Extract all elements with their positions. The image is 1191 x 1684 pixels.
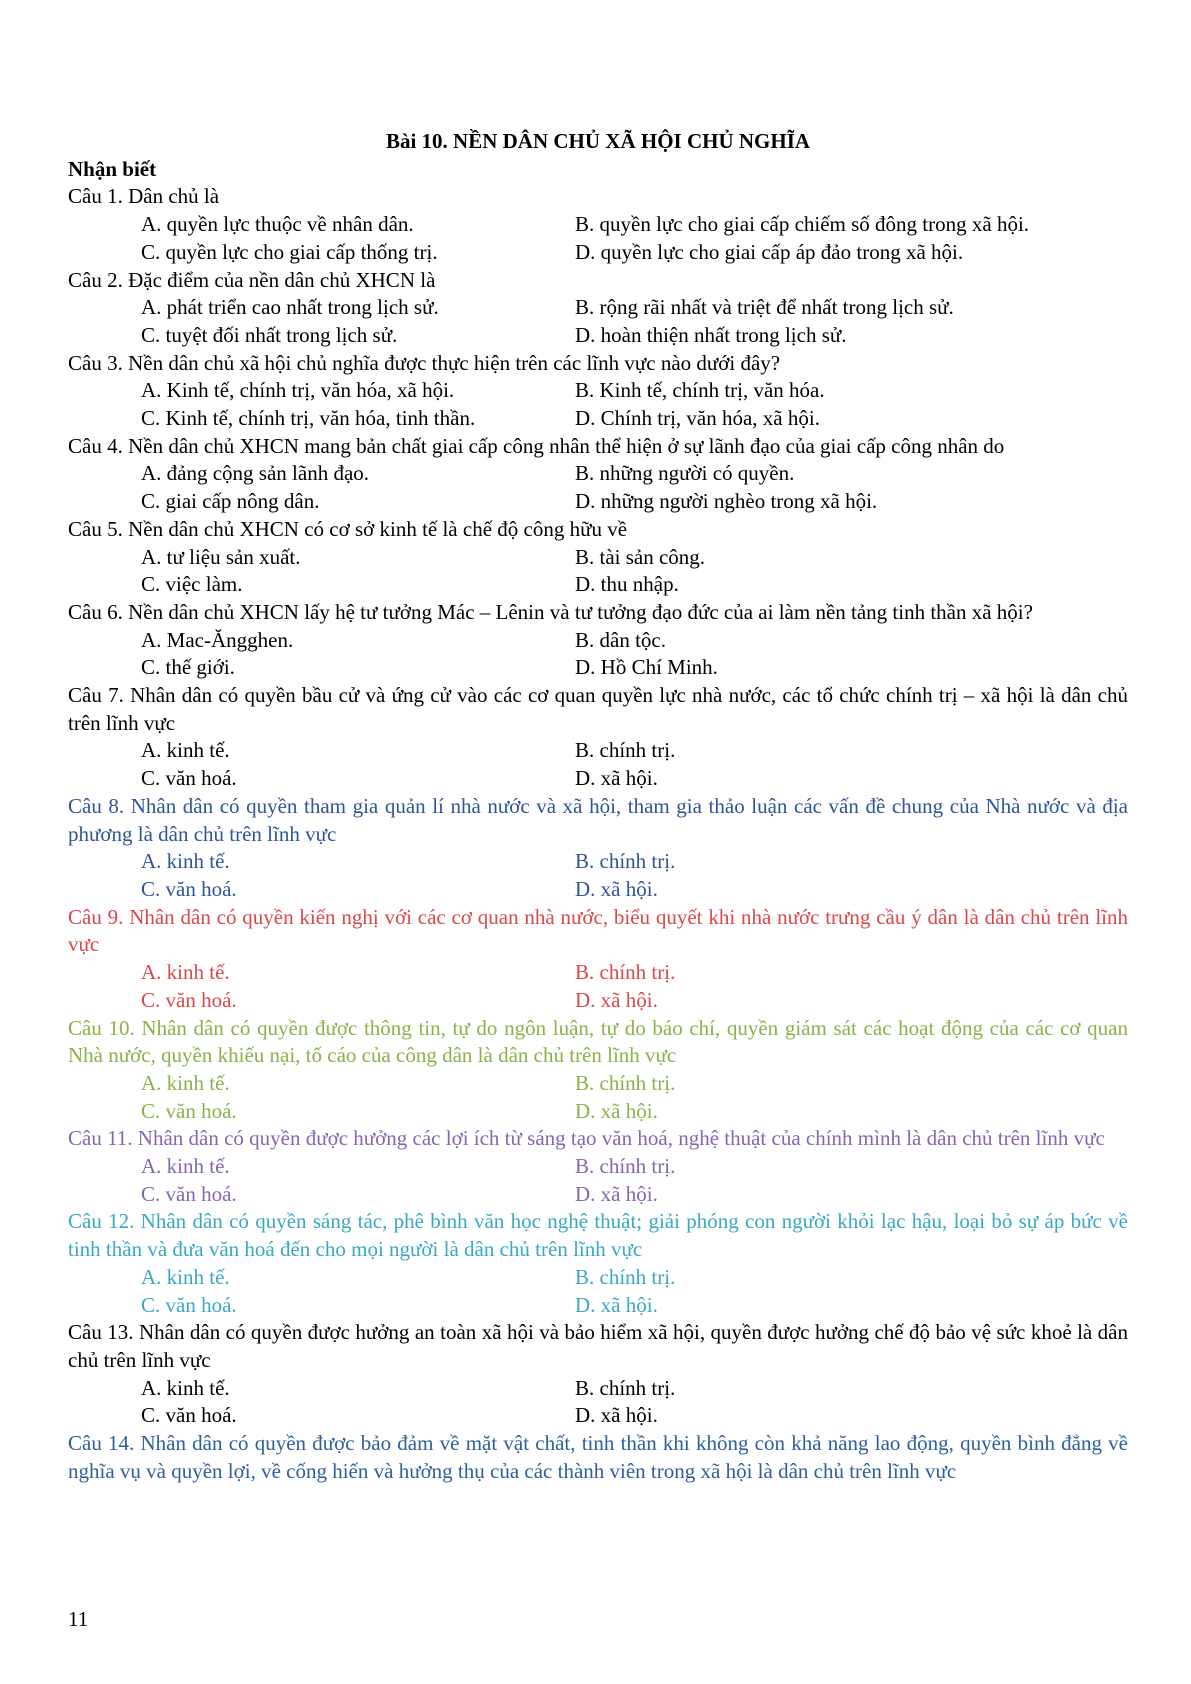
page-title: Bài 10. NỀN DÂN CHỦ XÃ HỘI CHỦ NGHĨA bbox=[385, 129, 811, 153]
question-stem: Câu 2. Đặc điểm của nền dân chủ XHCN là bbox=[68, 267, 436, 292]
question-block bbox=[68, 350, 1128, 433]
option-b: B. tài sản công. bbox=[575, 544, 706, 569]
question-block bbox=[68, 183, 1128, 266]
option-a: A. kinh tế. bbox=[141, 1375, 230, 1400]
question-block bbox=[68, 793, 1128, 904]
option-b: B. Kinh tế, chính trị, văn hóa. bbox=[575, 378, 825, 403]
option-d: D. những người nghèo trong xã hội. bbox=[575, 489, 878, 514]
option-b: B. dân tộc. bbox=[575, 627, 666, 652]
option-a: A. quyền lực thuộc về nhân dân. bbox=[141, 212, 414, 237]
question-block bbox=[68, 682, 1128, 793]
option-b: B. chính trị. bbox=[575, 1375, 676, 1400]
answer-options bbox=[68, 1264, 1128, 1319]
option-d: D. xã hội. bbox=[575, 1403, 658, 1428]
option-c: C. văn hoá. bbox=[141, 766, 237, 791]
option-b: B. chính trị. bbox=[575, 960, 676, 985]
question-stem: Câu 1. Dân chủ là bbox=[68, 184, 220, 209]
answer-options bbox=[68, 627, 1128, 682]
answer-options bbox=[68, 1375, 1128, 1430]
option-a: A. phát triển cao nhất trong lịch sử. bbox=[141, 295, 439, 320]
answer-options bbox=[68, 959, 1128, 1014]
question-block bbox=[68, 267, 1128, 350]
question-stem: Câu 10. Nhân dân có quyền được thông tin, tự do ngôn luận, tự do báo chí, quyền giám sát các hoạt động của các cơ quan Nhà nước, quyền khiếu nại, tố cáo của công dân là dân chủ trên lĩnh vực bbox=[68, 1015, 1128, 1068]
option-d: D. Chính trị, văn hóa, xã hội. bbox=[575, 406, 820, 431]
option-d: D. thu nhập. bbox=[575, 572, 679, 597]
answer-options bbox=[68, 848, 1128, 903]
option-d: D. xã hội. bbox=[575, 1292, 658, 1317]
question-list bbox=[68, 183, 1128, 1430]
question-stem: Câu 6. Nền dân chủ XHCN lấy hệ tư tưởng Mác – Lênin và tư tưởng đạo đức của ai làm nền tảng tinh thần xã hội? bbox=[68, 599, 1033, 624]
question-stem: Câu 7. Nhân dân có quyền bầu cử và ứng cử vào các cơ quan quyền lực nhà nước, các tổ chức chính trị – xã hội là dân chủ trên lĩnh vực bbox=[68, 683, 1128, 735]
option-c: C. văn hoá. bbox=[141, 1098, 237, 1123]
option-c: C. việc làm. bbox=[141, 572, 243, 597]
option-d: D. hoàn thiện nhất trong lịch sử. bbox=[575, 322, 847, 347]
option-c: C. Kinh tế, chính trị, văn hóa, tinh thần. bbox=[141, 406, 476, 431]
option-c: C. văn hoá. bbox=[141, 987, 237, 1012]
question-stem: Câu 12. Nhân dân có quyền sáng tác, phê bình văn học nghệ thuật; giải phóng con người khỏi lạc hậu, loại bỏ sự áp bức về tinh thần và đưa văn hoá đến cho mọi người là dân chủ trên lĩnh vực bbox=[68, 1209, 1128, 1262]
option-d: D. quyền lực cho giai cấp áp đảo trong xã hội. bbox=[575, 239, 964, 264]
answer-options bbox=[68, 544, 1128, 599]
option-d: D. xã hội. bbox=[575, 1098, 658, 1123]
option-a: A. Kinh tế, chính trị, văn hóa, xã hội. bbox=[141, 378, 455, 403]
question-stem: Câu 5. Nền dân chủ XHCN có cơ sở kinh tế là chế độ công hữu về bbox=[68, 516, 628, 541]
answer-options bbox=[68, 377, 1128, 432]
option-d: D. xã hội. bbox=[575, 987, 658, 1012]
answer-options bbox=[68, 1153, 1128, 1208]
option-c: C. quyền lực cho giai cấp thống trị. bbox=[141, 239, 438, 264]
option-b: B. chính trị. bbox=[575, 1264, 676, 1289]
option-a: A. kinh tế. bbox=[141, 1264, 230, 1289]
option-a: A. tư liệu sản xuất. bbox=[141, 544, 301, 569]
option-b: B. chính trị. bbox=[575, 738, 676, 763]
answer-options bbox=[68, 1070, 1128, 1125]
option-b: B. chính trị. bbox=[575, 849, 676, 874]
question-block bbox=[68, 599, 1128, 682]
option-d: D. Hồ Chí Minh. bbox=[575, 655, 718, 680]
question-block bbox=[68, 1125, 1128, 1208]
option-a: A. đảng cộng sản lãnh đạo. bbox=[141, 461, 370, 486]
option-c: C. giai cấp nông dân. bbox=[141, 489, 320, 514]
question-stem: Câu 3. Nền dân chủ xã hội chủ nghĩa được thực hiện trên các lĩnh vực nào dưới đây? bbox=[68, 350, 781, 375]
section-heading: Nhận biết bbox=[68, 156, 157, 181]
answer-options bbox=[68, 211, 1128, 266]
option-d: D. xã hội. bbox=[575, 1181, 658, 1206]
option-c: C. thế giới. bbox=[141, 655, 235, 680]
option-d: D. xã hội. bbox=[575, 766, 658, 791]
option-c: C. tuyệt đối nhất trong lịch sử. bbox=[141, 322, 398, 347]
document-content bbox=[68, 128, 1128, 1485]
option-b: B. chính trị. bbox=[575, 1154, 676, 1179]
question-block bbox=[68, 904, 1128, 1015]
option-b: B. những người có quyền. bbox=[575, 461, 795, 486]
question-block bbox=[68, 516, 1128, 599]
question-block bbox=[68, 1208, 1128, 1319]
answer-options bbox=[68, 294, 1128, 349]
option-a: A. kinh tế. bbox=[141, 849, 230, 874]
question-block bbox=[68, 1319, 1128, 1430]
option-c: C. văn hoá. bbox=[141, 876, 237, 901]
question-block bbox=[68, 1015, 1128, 1126]
question-stem: Câu 13. Nhân dân có quyền được hưởng an toàn xã hội và bảo hiểm xã hội, quyền được hưởng chế độ bảo vệ sức khoẻ là dân chủ trên lĩnh vực bbox=[68, 1320, 1128, 1372]
option-c: C. văn hoá. bbox=[141, 1403, 237, 1428]
option-c: C. văn hoá. bbox=[141, 1292, 237, 1317]
question-stem: Câu 8. Nhân dân có quyền tham gia quản lí nhà nước và xã hội, tham gia thảo luận các vấn đề chung của Nhà nước và địa phương là dân chủ trên lĩnh vực bbox=[68, 793, 1128, 846]
option-b: B. quyền lực cho giai cấp chiếm số đông trong xã hội. bbox=[575, 212, 1030, 237]
option-a: A. kinh tế. bbox=[141, 738, 230, 763]
option-d: D. xã hội. bbox=[575, 876, 658, 901]
answer-options bbox=[68, 737, 1128, 792]
question-stem: Câu 11. Nhân dân có quyền được hưởng các lợi ích từ sáng tạo văn hoá, nghệ thuật của chính mình là dân chủ trên lĩnh vực bbox=[68, 1126, 1105, 1151]
option-a: A. kinh tế. bbox=[141, 1154, 230, 1179]
question-stem: Câu 9. Nhân dân có quyền kiến nghị với các cơ quan nhà nước, biểu quyết khi nhà nước trưng cầu ý dân là dân chủ trên lĩnh vực bbox=[68, 904, 1128, 957]
option-c: C. văn hoá. bbox=[141, 1181, 237, 1206]
option-b: B. rộng rãi nhất và triệt để nhất trong lịch sử. bbox=[575, 295, 954, 320]
option-a: A. Mac-Ăngghen. bbox=[141, 627, 294, 652]
answer-options bbox=[68, 460, 1128, 515]
option-a: A. kinh tế. bbox=[141, 1070, 230, 1095]
question-stem: Câu 4. Nền dân chủ XHCN mang bản chất giai cấp công nhân thể hiện ở sự lãnh đạo của giai cấp công nhân do bbox=[68, 433, 1005, 458]
question-14-stem: Câu 14. Nhân dân có quyền được bảo đảm về mặt vật chất, tinh thần khi không còn khả năng lao động, quyền bình đẳng về nghĩa vụ và quyền lợi, về cống hiến và hưởng thụ của các thành viên trong xã hội là dân chủ trên lĩnh vực bbox=[68, 1431, 1128, 1483]
question-block bbox=[68, 433, 1128, 516]
page-number: 11 bbox=[68, 1607, 89, 1631]
option-b: B. chính trị. bbox=[575, 1070, 676, 1095]
option-a: A. kinh tế. bbox=[141, 960, 230, 985]
